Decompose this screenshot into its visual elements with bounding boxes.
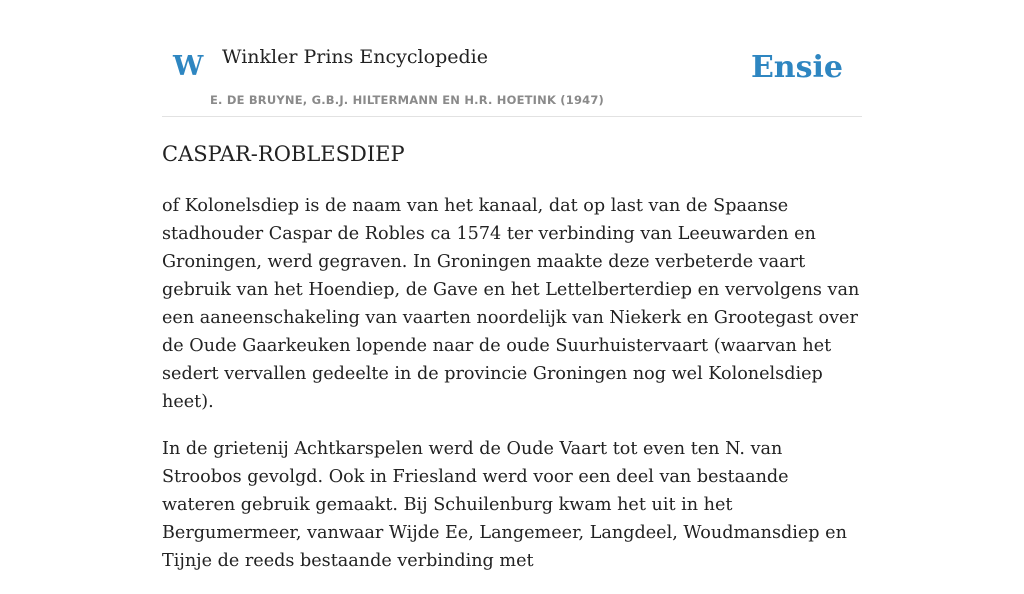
article-paragraph: of Kolonelsdiep is de naam van het kanaal, dat op last van de Spaanse stadhouder Caspar de Robles ca 1574 ter verbinding van Leeuwarden en Groningen, werd gegraven. In Groningen maakte deze verbeterde vaart gebruik van het Hoendiep, de Gave en het Lettelberterdiep en vervolgens van een aaneenschakeling van vaarten noordelijk van Niekerk en Grootegast over de Oude Gaarkeuken lopende naar de oude Suurhuistervaart (waarvan het sedert vervallen gedeelte in de provincie Groningen nog wel Kolonelsdiep heet).: [162, 196, 860, 412]
article-paragraph: In de grietenij Achtkarspelen werd de Oude Vaart tot even ten N. van Stroobos gevolgd. Ook in Friesland werd voor een deel van bestaande wateren gebruik gemaakt. Bij Schuilenburg kwam het uit in het Bergumermeer, vanwaar Wijde Ee, Langemeer, Langdeel, Woudmansdiep en Tijnje de reeds bestaande verbinding met: [162, 439, 847, 571]
site-header: [162, 0, 862, 117]
article-body: [162, 192, 862, 594]
site-logo[interactable]: W: [173, 51, 204, 82]
site-title-link[interactable]: Winkler Prins Encyclopedie: [222, 46, 488, 68]
authors-byline: E. DE BRUYNE, G.B.J. HILTERMANN EN H.R. HOETINK (1947): [210, 93, 605, 107]
brand-logo[interactable]: Ensie: [750, 50, 843, 85]
article-title: CASPAR-ROBLESDIEP: [162, 142, 405, 166]
